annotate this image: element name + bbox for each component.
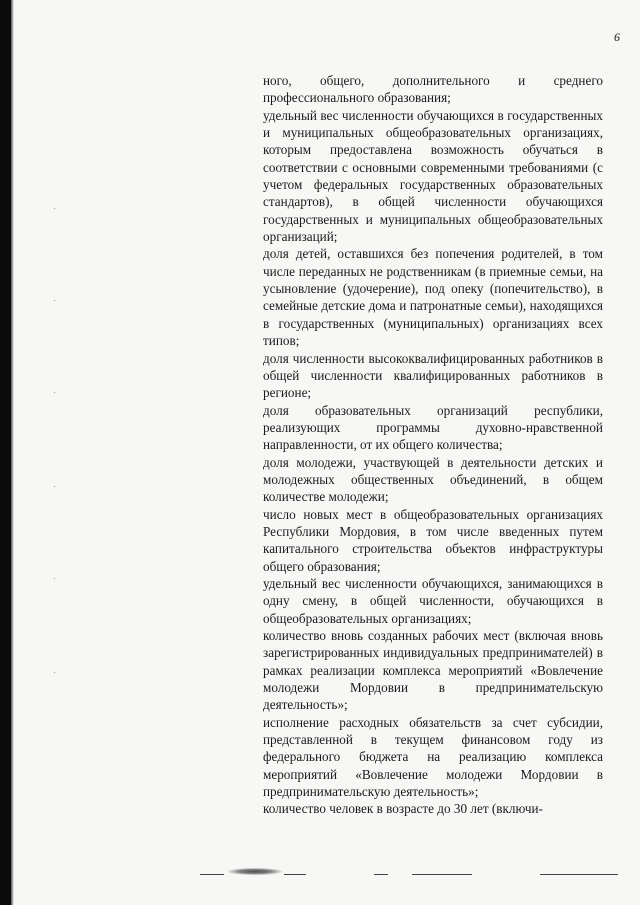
margin-speck (54, 392, 55, 393)
paragraph-youth-associations: доля молодежи, участвующей в деятельности детских и молодежных общественных объединений, в общем количестве молодежи; (263, 454, 603, 505)
paragraph-subsidy-execution: исполнение расходных обязательств за счет субсидии, представленной в текущем финансовом году из федерального бюджета на реализацию комплекса мероприятий «Вовлечение молодежи Мордовии в предпринимательскую деятельность»; (263, 714, 603, 800)
page-number: 6 (614, 30, 620, 44)
paragraph-education-continuation: ного, общего, дополнительного и среднего профессионального образования; (263, 73, 603, 106)
paragraph-new-school-places: число новых мест в общеобразовательных организациях Республики Мордовия, в том числе введенных путем капитального строительства объектов инфраструктуры общего образования; (263, 506, 603, 574)
margin-speck (54, 486, 55, 487)
scan-bottom-mark (284, 874, 306, 875)
margin-speck (54, 672, 55, 673)
paragraph-highly-qualified-workers: доля численности высококвалифицированных работников в общей численности квалифицированных работников в регионе; (263, 350, 603, 401)
paragraph-single-shift-students: удельный вес численности обучающихся, занимающихся в одну смену, в общей численности, обучающихся в общеобразовательных организациях; (263, 575, 603, 626)
paragraph-youth-under-30: количество человек в возрасте до 30 лет (включи- (263, 801, 543, 817)
paragraph-share-modern-requirements: удельный вес численности обучающихся в государственных и муниципальных общеобразовательных организациях, которым предоставлена возможность обучаться в соответствии с основными современными требованиями (с учетом федеральных государственных образовательных стандартов), в общей численности обучающихся государственных и муниципальных общеобразовательных организаций; (263, 107, 603, 245)
margin-speck (54, 578, 55, 579)
scan-left-edge-shadow (11, 0, 14, 905)
paragraph-spiritual-moral-programs: доля образовательных организаций республики, реализующих программы духовно-нравственной направленности, от их общего количества; (263, 402, 603, 453)
paragraph-new-jobs: количество вновь созданных рабочих мест (включая вновь зарегистрированных индивидуальных предпринимателей) в рамках реализации комплекса мероприятий «Вовлечение молодежи Мордовии в предпринимательскую деятельность»; (263, 628, 603, 713)
scan-bottom-mark (412, 874, 472, 875)
scan-left-edge (0, 0, 11, 905)
document-body (263, 72, 603, 818)
scan-bottom-mark (540, 874, 618, 875)
margin-speck (54, 208, 55, 209)
paragraph-orphan-children-share: доля детей, оставшихся без попечения родителей, в том числе переданных не родственникам (в приемные семьи, на усыновление (удочерение), под опеку (попечительство), в семейные детские дома и патронатные семьи), находящихся в государственных (муниципальных) организациях всех типов; (263, 246, 603, 349)
margin-speck (54, 300, 55, 301)
scan-bottom-mark (374, 874, 388, 875)
scan-bottom-smudge (228, 868, 282, 875)
scan-bottom-mark (200, 874, 224, 875)
